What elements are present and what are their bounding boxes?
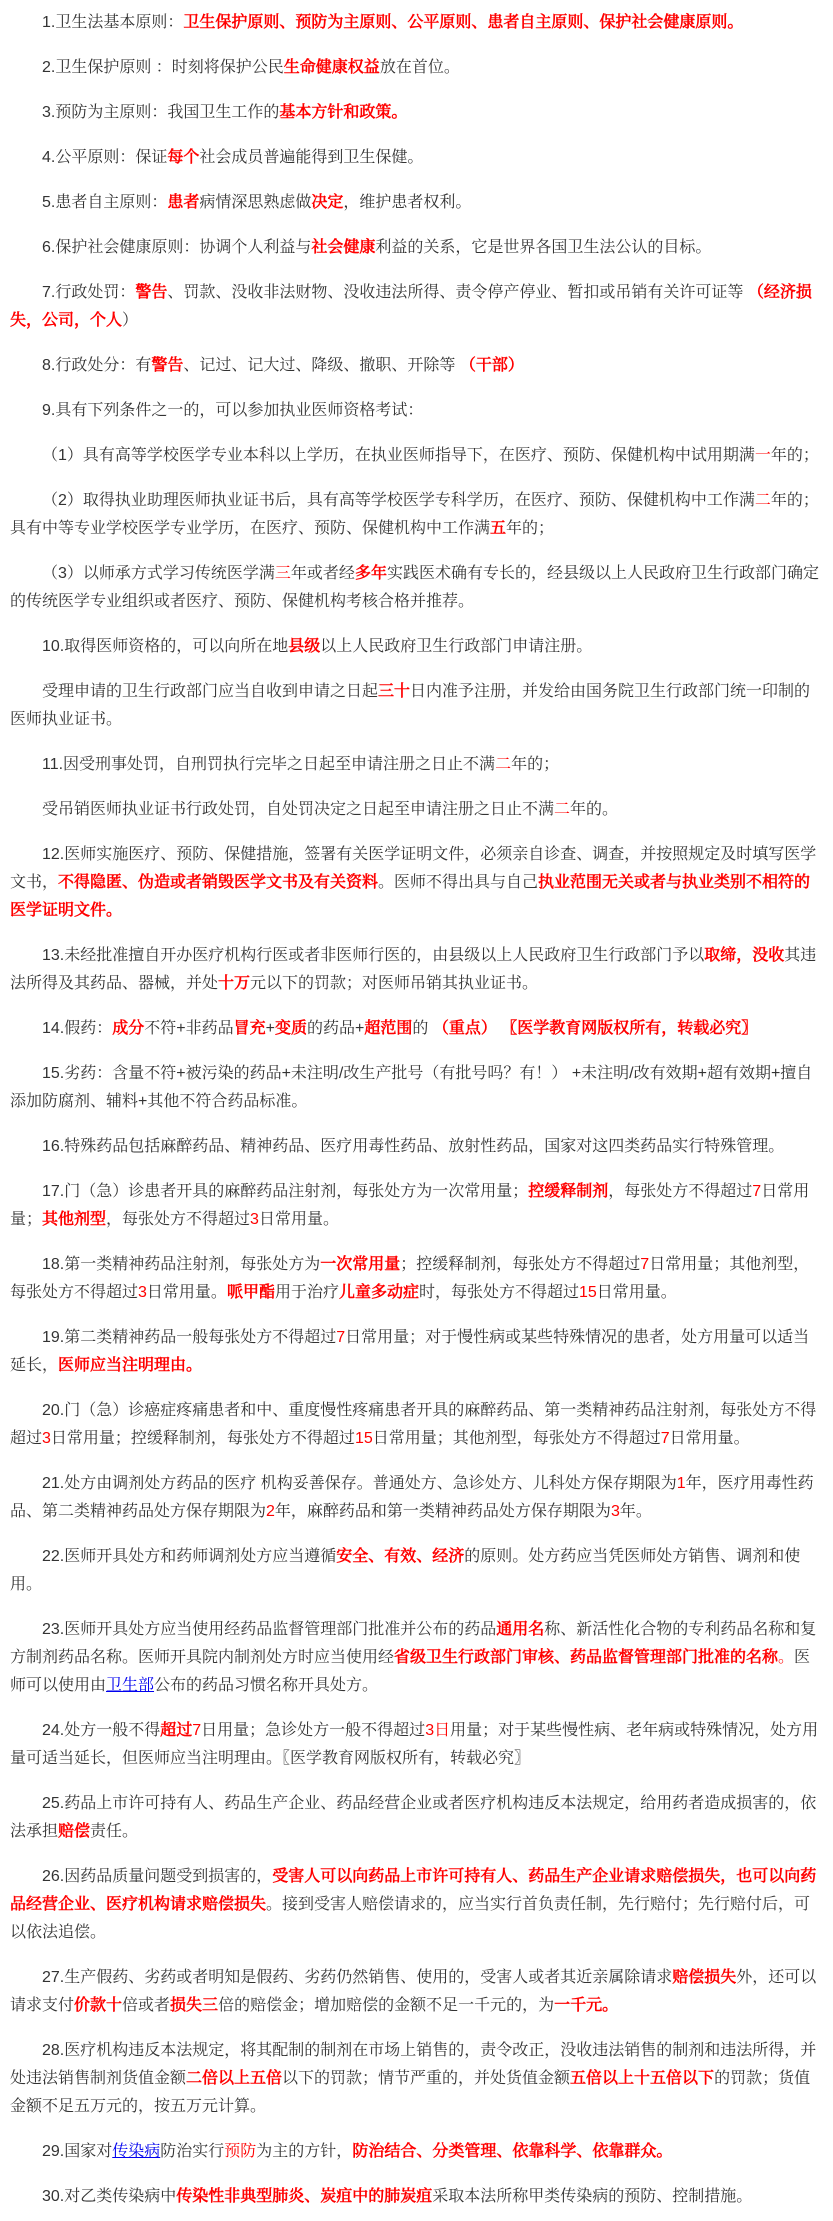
highlight-run: 卫生保护原则、预防为主原则、公平原则、患者自主原则、保护社会健康原则。 <box>183 14 744 31</box>
highlight-run: 预防 <box>224 2143 257 2160</box>
highlight-run: 1 <box>676 1475 686 1492</box>
paragraph <box>10 1060 823 1116</box>
text-run: 、罚款、没收非法财物、没收违法所得、责令停产停业、暂扣或吊销有关许可证等 <box>167 284 748 301</box>
text-run: ） <box>122 312 139 329</box>
paragraph <box>10 2183 823 2211</box>
paragraph <box>10 397 823 425</box>
text-run: 社会成员普遍能得到卫生保健。 <box>199 149 424 166</box>
text-run: （1）具有高等学校医学专业本科以上学历，在执业医师指导下，在医疗、预防、保健机构中试用期满 <box>42 447 755 464</box>
text-run: 2.卫生保护原则 ：时刻将保护公民 <box>42 59 284 76</box>
text-run: 责任。 <box>90 1823 139 1840</box>
text-run: 26.因药品质量问题受到损害的， <box>42 1868 273 1885</box>
text-run: 6.保护社会健康原则：协调个人利益与 <box>42 239 312 256</box>
paragraph <box>10 352 823 380</box>
text-run: 19.第二类精神药品一般每张处方不得超过 <box>42 1329 337 1346</box>
text-run: 元以下的罚款；对医师吊销其执业证书。 <box>250 975 539 992</box>
text-run: 。接到受害人赔偿请求的，应当实行首负责任制，先行赔付；先行赔付后，可以依法追偿。 <box>10 1896 811 1941</box>
highlight-run: 警告 <box>135 284 168 301</box>
highlight-run: 一千元。 <box>554 1997 619 2014</box>
highlight-run: 通用名 <box>496 1621 545 1638</box>
highlight-run: 儿童多动症 <box>338 1284 419 1301</box>
highlight-run: 一次常用量 <box>320 1256 401 1273</box>
highlight-run: 县级 <box>288 638 321 655</box>
inline-link[interactable]: 传染病 <box>112 2143 161 2160</box>
highlight-run: 赔偿损失 <box>672 1969 737 1986</box>
text-run: 12.医师实施医疗、预防、保健措施，签署有关医学证明文件，必须亲自诊查、调查，并按照规定及时填写医学文书， <box>10 846 817 891</box>
text-run: 5.患者自主原则： <box>42 194 168 211</box>
inline-link[interactable]: 卫生部 <box>106 1677 155 1694</box>
text-run: 日常用量；其他剂型，每张处方不得超过 <box>10 1256 810 1301</box>
paragraph <box>10 1178 823 1234</box>
paragraph <box>10 189 823 217</box>
highlight-run: 患者 <box>167 194 200 211</box>
paragraph <box>10 560 823 616</box>
text-run: + <box>265 1020 275 1037</box>
paragraph <box>10 678 823 734</box>
highlight-run: 成分 <box>112 1020 145 1037</box>
paragraph <box>10 1133 823 1161</box>
text-run: 利益的关系，它是世界各国卫生法公认的目标。 <box>375 239 712 256</box>
text-run: 采取本法所称甲类传染病的预防、控制措施。 <box>432 2188 753 2205</box>
text-run: 倍或者 <box>122 1997 171 2014</box>
text-run: 日常用量；其他剂型，每张处方不得超过 <box>372 1430 661 1447</box>
highlight-run: 赔偿 <box>58 1823 91 1840</box>
text-run: 日常用量；控缓释制剂，每张处方不得超过 <box>50 1430 355 1447</box>
text-run: 30.对乙类传染病中 <box>42 2188 177 2205</box>
highlight-run: 15 <box>579 1284 597 1301</box>
paragraph <box>10 99 823 127</box>
text-run: 日常用量。 <box>146 1284 227 1301</box>
text-run: 15.劣药：含量不符+被污染的药品+未注明/改生产批号（有批号吗？有！） +未注明/改有效期+超有效期+擅自添加防腐剂、辅料+其他不符合药品标准。 <box>10 1065 813 1110</box>
paragraph <box>10 633 823 661</box>
highlight-run: 哌甲酯 <box>226 1284 275 1301</box>
text-run: 外，还可以请求支付 <box>10 1969 817 2014</box>
highlight-run: 省级卫生行政部门审核、药品监督管理部门批准的名称 <box>394 1649 779 1666</box>
paragraph <box>10 841 823 925</box>
highlight-run: 15 <box>354 1430 373 1447</box>
text-run: 日常用量；对于慢性病或某些特殊情况的患者，处方用量可以适当延长， <box>10 1329 810 1374</box>
paragraph <box>10 1964 823 2020</box>
text-run: 受理申请的卫生行政部门应当自收到申请之日起 <box>42 683 379 700</box>
highlight-run: 二 <box>495 756 512 773</box>
text-run: 20.门（急）诊癌症疼痛患者和中、重度慢性疼痛患者开具的麻醉药品、第一类精神药品注射剂，每张处方不得超过 <box>10 1402 817 1447</box>
paragraph <box>10 751 823 779</box>
text-run: 年的；具有中等专业学校医学专业学历，在医疗、预防、保健机构中工作满 <box>10 492 819 537</box>
highlight-run: 7 <box>660 1430 670 1447</box>
highlight-run: 受害人可以向药品上市许可持有人、药品生产企业请求赔偿损失，也可以向药品经营企业、医疗机构请求赔偿损失 <box>10 1868 817 1913</box>
highlight-run: 二 <box>554 801 571 818</box>
text-run: 18.第一类精神药品注射剂，每张处方为 <box>42 1256 321 1273</box>
text-run: 22.医师开具处方和药师调剂处方应当遵循 <box>42 1548 337 1565</box>
highlight-run: 防治结合、分类管理、依靠科学、依靠群众。 <box>352 2143 673 2160</box>
text-run: 日常用量； <box>10 1183 810 1228</box>
text-run: 的 <box>412 1020 433 1037</box>
text-run: 用量；对于某些慢性病、老年病或特殊情况，处方用量可适当延长，但医师应当注明理由。〖医学教育网版权所有，转载必究〗 <box>10 1722 819 1767</box>
text-run: 称、新活性化合物的专利药品名称和复方制剂药品名称。医师开具院内制剂处方时应当使用经 <box>10 1621 817 1666</box>
highlight-run: 社会健康 <box>311 239 376 256</box>
text-run: 、记过、记大过、降级、撤职、开除等 <box>183 357 460 374</box>
text-run: 年的； <box>770 447 819 464</box>
text-run: ，每张处方不得超过 <box>106 1211 251 1228</box>
text-run: 24.处方一般不得 <box>42 1722 161 1739</box>
highlight-run: 取缔，没收 <box>704 947 785 964</box>
paragraph <box>10 54 823 82</box>
highlight-run: 执业范围无关或者与执业类别不相符的医学证明文件。 <box>10 874 811 919</box>
text-run: 3.预防为主原则：我国卫生工作的 <box>42 104 280 121</box>
paragraph <box>10 1324 823 1380</box>
text-run: 的罚款；货值金额不足五万元的，按五万元计算。 <box>10 2070 811 2115</box>
text-run: 9.具有下列条件之一的，可以参加执业医师资格考试： <box>42 402 424 419</box>
paragraph <box>10 1015 823 1043</box>
text-run: 23.医师开具处方应当使用经药品监督管理部门批准并公布的药品 <box>42 1621 497 1638</box>
paragraph <box>10 1251 823 1307</box>
highlight-run: 2 <box>266 1503 275 1520</box>
highlight-run: （经济损失，公司，个人 <box>10 284 812 329</box>
highlight-run: 生命健康权益 <box>283 59 380 76</box>
text-run: 21.处方由调剂处方药品的医疗 机构妥善保存。普通处方、急诊处方、儿科处方保存期限为 <box>42 1475 677 1492</box>
highlight-run: 决定 <box>311 194 344 211</box>
highlight-run: 不得隐匿、伪造或者销毁医学文书及有关资料 <box>58 874 379 891</box>
highlight-run: 每个 <box>167 149 200 166</box>
highlight-run: 3 <box>42 1430 51 1447</box>
highlight-run: 其他剂型 <box>42 1211 107 1228</box>
text-run: 日常用量。 <box>669 1430 750 1447</box>
highlight-run: 医师应当注明理由。 <box>58 1357 203 1374</box>
paragraph <box>10 442 823 470</box>
paragraph <box>10 942 823 998</box>
text-run: 4.公平原则：保证 <box>42 149 168 166</box>
highlight-run: 损失三 <box>170 1997 219 2014</box>
paragraph <box>10 2037 823 2121</box>
paragraph <box>10 279 823 335</box>
highlight-run: 警告 <box>151 357 184 374</box>
text-run: 以下的罚款；情节严重的，并处货值金额 <box>282 2070 571 2087</box>
text-run: 日内准予注册，并发给由国务院卫生行政部门统一印制的医师执业证书。 <box>10 683 811 728</box>
text-run: 年或者经 <box>290 565 355 582</box>
highlight-run: 安全、有效、经济 <box>336 1548 465 1565</box>
highlight-run: 二倍以上五倍 <box>186 2070 283 2087</box>
text-run: 1.卫生法基本原则： <box>42 14 184 31</box>
paragraph <box>10 1717 823 1773</box>
text-run: 。医师不得出具与自己 <box>378 874 539 891</box>
text-run: 7.行政处罚： <box>42 284 136 301</box>
text-run: 公布的药品习惯名称开具处方。 <box>154 1677 379 1694</box>
paragraph <box>10 9 823 37</box>
text-run: 以上人民政府卫生行政部门申请注册。 <box>320 638 593 655</box>
text-run: 受吊销医师执业证书行政处罚，自处罚决定之日起至申请注册之日止不满 <box>42 801 555 818</box>
highlight-run: 三 <box>274 565 291 582</box>
text-run: ；控缓释制剂，每张处方不得超过 <box>400 1256 641 1273</box>
text-run: 年。 <box>619 1503 652 1520</box>
highlight-run: 控缓释制剂 <box>528 1183 609 1200</box>
text-run: 的药品+ <box>307 1020 365 1037</box>
text-run: 日常用量。 <box>258 1211 339 1228</box>
text-run: 日用量；急诊处方一般不得超过 <box>201 1722 426 1739</box>
highlight-run: （重点） <box>432 1020 497 1037</box>
highlight-run: 7 <box>192 1722 202 1739</box>
paragraph <box>10 1616 823 1700</box>
text-run: 17.门（急）诊患者开具的麻醉药品注射剂，每张处方为一次常用量； <box>42 1183 529 1200</box>
text-run: 8.行政处分：有 <box>42 357 152 374</box>
paragraph <box>10 1397 823 1453</box>
text-run: ，维护患者权利。 <box>343 194 472 211</box>
text-run: 其违法所得及其药品、器械，并处 <box>10 947 817 992</box>
text-run: 实践医术确有专长的，经县级以上人民政府卫生行政部门确定的传统医学专业组织或者医疗、预防、保健机构考核合格并推荐。 <box>10 565 819 610</box>
text-run: 病情深思熟虑做 <box>199 194 312 211</box>
text-run: 13.未经批准擅自开办医疗机构行医或者非医师行医的，由县级以上人民政府卫生行政部门予以 <box>42 947 705 964</box>
text-run: 14.假药： <box>42 1020 113 1037</box>
text-run: （2）取得执业助理医师执业证书后，具有高等学校医学专科学历，在医疗、预防、保健机构中工作满 <box>42 492 755 509</box>
text-run: 28.医疗机构违反本法规定，将其配制的制剂在市场上销售的，责令改正，没收违法销售的制剂和违法所得，并处违法销售制剂货值金额 <box>10 2042 817 2087</box>
text-run: （3）以师承方式学习传统医学满 <box>42 565 275 582</box>
text-run: 放在首位。 <box>379 59 460 76</box>
highlight-run: 3 <box>250 1211 259 1228</box>
highlight-run: 7 <box>336 1329 346 1346</box>
highlight-run: 变质 <box>274 1020 307 1037</box>
paragraph <box>10 144 823 172</box>
text-run: 25.药品上市许可持有人、药品生产企业、药品经营企业或者医疗机构违反本法规定，给用药者造成损害的，依法承担 <box>10 1795 817 1840</box>
text-run: 年的； <box>511 756 560 773</box>
highlight-run: 十万 <box>218 975 251 992</box>
text-run: 不符+非药品 <box>144 1020 234 1037</box>
paragraph <box>10 2138 823 2166</box>
text-run: 年，医疗用毒性药品、第二类精神药品处方保存期限为 <box>10 1475 814 1520</box>
text-run: 为主的方针， <box>256 2143 353 2160</box>
highlight-run: 传染性非典型肺炎、炭疽中的肺炭疽 <box>176 2188 433 2205</box>
text-run: 29.国家对 <box>42 2143 113 2160</box>
highlight-run: 一 <box>754 447 771 464</box>
highlight-run: 7 <box>752 1183 762 1200</box>
paragraph <box>10 1863 823 1947</box>
highlight-run: （干部） <box>459 357 524 374</box>
paragraph <box>10 487 823 543</box>
document <box>10 9 823 2211</box>
text-run: 用于治疗 <box>274 1284 339 1301</box>
highlight-run: 基本方针和政策。 <box>279 104 408 121</box>
text-run: ，每张处方不得超过 <box>608 1183 753 1200</box>
highlight-run: 五 <box>490 520 507 537</box>
highlight-run: 价款十 <box>74 1997 123 2014</box>
highlight-run: 。 <box>778 1649 795 1666</box>
highlight-run: 7 <box>640 1256 650 1273</box>
paragraph <box>10 1470 823 1526</box>
text-run: 的原则。处方药应当凭医师处方销售、调剂和使用。 <box>10 1548 801 1593</box>
highlight-run: 三十 <box>378 683 411 700</box>
text-run: 11.因受刑事处罚，自刑罚执行完毕之日起至申请注册之日止不满 <box>42 756 496 773</box>
document-body <box>10 9 823 2211</box>
text-run: 日常用量。 <box>596 1284 677 1301</box>
highlight-run: 多年 <box>354 565 387 582</box>
highlight-run: 超范围 <box>364 1020 413 1037</box>
text-run: 27.生产假药、劣药或者明知是假药、劣药仍然销售、使用的，受害人或者其近亲属除请求 <box>42 1969 673 1986</box>
highlight-run: 冒充 <box>233 1020 266 1037</box>
text-run: 防治实行 <box>160 2143 225 2160</box>
text-run: 年，麻醉药品和第一类精神药品处方保存期限为 <box>274 1503 611 1520</box>
text-run: 倍的赔偿金；增加赔偿的金额不足一千元的，为 <box>218 1997 555 2014</box>
highlight-run: 〖医学教育网版权所有，转载必究〗 <box>501 1020 758 1037</box>
text-run: 时，每张处方不得超过 <box>418 1284 579 1301</box>
text-run: 10.取得医师资格的，可以向所在地 <box>42 638 289 655</box>
paragraph <box>10 1790 823 1846</box>
text-run: 16.特殊药品包括麻醉药品、精神药品、医疗用毒性药品、放射性药品，国家对这四类药品实行特殊管理。 <box>42 1138 785 1155</box>
text-run: 医师可以使用由 <box>10 1649 811 1694</box>
text-run: 年的。 <box>570 801 619 818</box>
paragraph <box>10 1543 823 1599</box>
highlight-run: 3 <box>138 1284 147 1301</box>
highlight-run: 五倍以上十五倍以下 <box>570 2070 715 2087</box>
highlight-run: 3日 <box>425 1722 451 1739</box>
paragraph <box>10 234 823 262</box>
highlight-run: 二 <box>754 492 771 509</box>
paragraph <box>10 796 823 824</box>
highlight-run: 3 <box>610 1503 620 1520</box>
highlight-run: 超过 <box>160 1722 193 1739</box>
text-run: 年的； <box>506 520 555 537</box>
